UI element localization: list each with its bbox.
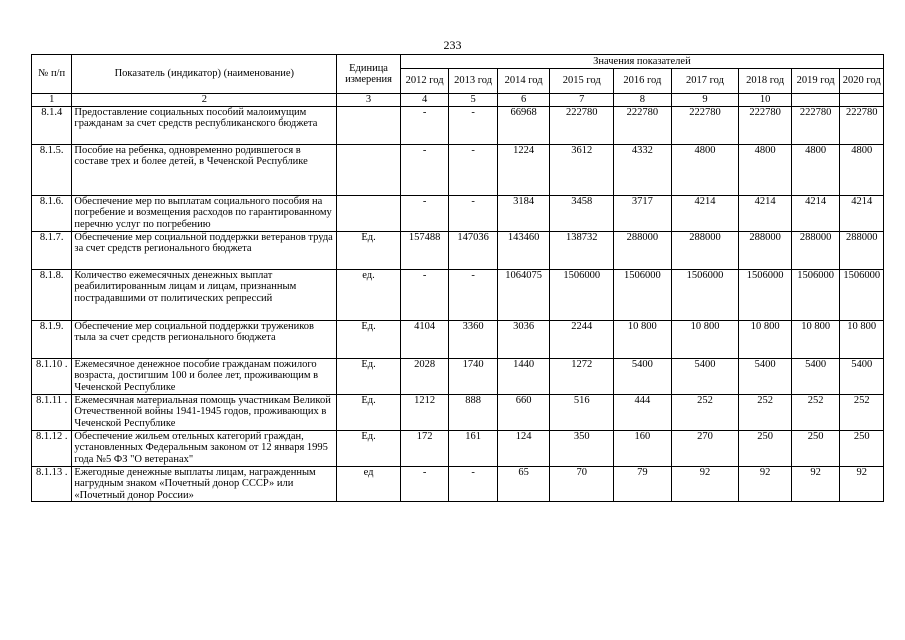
- row-number: 8.1.8.: [32, 269, 72, 320]
- value-cell: 92: [840, 466, 884, 502]
- value-cell: 92: [791, 466, 840, 502]
- indicator-name: Пособие на ребенка, одновременно родившегося в составе трех и более детей, в Чеченской Республике: [72, 144, 337, 195]
- value-cell: -: [400, 195, 449, 231]
- value-cell: 1064075: [497, 269, 550, 320]
- value-cell: 160: [614, 430, 672, 466]
- value-cell: 3458: [550, 195, 614, 231]
- row-number: 8.1.5.: [32, 144, 72, 195]
- value-cell: 222780: [550, 106, 614, 144]
- header-year: 2014 год: [497, 69, 550, 94]
- value-cell: 5400: [739, 358, 792, 394]
- value-cell: 4800: [791, 144, 840, 195]
- value-cell: 2028: [400, 358, 449, 394]
- value-cell: 10 800: [840, 320, 884, 358]
- value-cell: 252: [791, 394, 840, 430]
- table-row: [32, 320, 884, 358]
- column-number: [791, 94, 840, 107]
- header-num: № п/п: [32, 55, 72, 94]
- table-row: [32, 269, 884, 320]
- value-cell: 10 800: [614, 320, 672, 358]
- header-year: 2020 год: [840, 69, 884, 94]
- indicator-name: Количество ежемесячных денежных выплат реабилитированным лицам и лицам, признанным пострадавшими от политических репрессий: [72, 269, 337, 320]
- value-cell: 252: [671, 394, 739, 430]
- column-number: 1: [32, 94, 72, 107]
- value-cell: 138732: [550, 231, 614, 269]
- value-cell: 1506000: [840, 269, 884, 320]
- value-cell: 1212: [400, 394, 449, 430]
- table-body: [32, 106, 884, 502]
- value-cell: 4800: [739, 144, 792, 195]
- indicator-name: Обеспечение жильем отельных категорий граждан, установленных Федеральным законом от 12 января 1995 года №5 ФЗ "О ветеранах": [72, 430, 337, 466]
- table-row: [32, 195, 884, 231]
- value-cell: 288000: [739, 231, 792, 269]
- column-number: 6: [497, 94, 550, 107]
- value-cell: 250: [791, 430, 840, 466]
- value-cell: 888: [449, 394, 498, 430]
- value-cell: 3184: [497, 195, 550, 231]
- row-number: 8.1.9.: [32, 320, 72, 358]
- value-cell: 250: [739, 430, 792, 466]
- value-cell: 157488: [400, 231, 449, 269]
- value-cell: 70: [550, 466, 614, 502]
- value-cell: 4800: [671, 144, 739, 195]
- value-cell: 5400: [791, 358, 840, 394]
- unit-cell: Ед.: [337, 320, 401, 358]
- value-cell: 1272: [550, 358, 614, 394]
- value-cell: 2244: [550, 320, 614, 358]
- column-number: 2: [72, 94, 337, 107]
- value-cell: 4332: [614, 144, 672, 195]
- value-cell: 1506000: [550, 269, 614, 320]
- value-cell: 4104: [400, 320, 449, 358]
- value-cell: -: [449, 269, 498, 320]
- value-cell: 124: [497, 430, 550, 466]
- column-number: 9: [671, 94, 739, 107]
- indicator-name: Обеспечение мер социальной поддержки ветеранов труда за счет средств регионального бюджета: [72, 231, 337, 269]
- value-cell: 222780: [840, 106, 884, 144]
- unit-cell: Ед.: [337, 430, 401, 466]
- column-number: 3: [337, 94, 401, 107]
- column-number: 8: [614, 94, 672, 107]
- value-cell: 66968: [497, 106, 550, 144]
- value-cell: -: [449, 106, 498, 144]
- value-cell: 1506000: [739, 269, 792, 320]
- table-row: [32, 144, 884, 195]
- row-number: 8.1.11 .: [32, 394, 72, 430]
- indicator-name: Ежемесячное денежное пособие гражданам пожилого возраста, достигшим 100 и более лет, проживающим в Чеченской Республике: [72, 358, 337, 394]
- value-cell: 161: [449, 430, 498, 466]
- row-number: 8.1.7.: [32, 231, 72, 269]
- value-cell: 3360: [449, 320, 498, 358]
- header-values-group: Значения показателей: [400, 55, 883, 69]
- column-number: 7: [550, 94, 614, 107]
- value-cell: 252: [739, 394, 792, 430]
- unit-cell: ед: [337, 466, 401, 502]
- unit-cell: Ед.: [337, 394, 401, 430]
- value-cell: 172: [400, 430, 449, 466]
- value-cell: 10 800: [671, 320, 739, 358]
- value-cell: 79: [614, 466, 672, 502]
- row-number: 8.1.4: [32, 106, 72, 144]
- row-number: 8.1.12 .: [32, 430, 72, 466]
- header-year: 2012 год: [400, 69, 449, 94]
- value-cell: 288000: [791, 231, 840, 269]
- value-cell: 10 800: [739, 320, 792, 358]
- value-cell: 3717: [614, 195, 672, 231]
- row-number: 8.1.10 .: [32, 358, 72, 394]
- value-cell: 4214: [671, 195, 739, 231]
- value-cell: 4214: [840, 195, 884, 231]
- table-row: [32, 394, 884, 430]
- indicator-name: Ежемесячная материальная помощь участникам Великой Отечественной войны 1941-1945 годов, проживающих в Чеченской Республике: [72, 394, 337, 430]
- value-cell: 222780: [739, 106, 792, 144]
- value-cell: -: [400, 106, 449, 144]
- value-cell: 222780: [614, 106, 672, 144]
- value-cell: -: [400, 269, 449, 320]
- value-cell: 5400: [840, 358, 884, 394]
- value-cell: 1506000: [791, 269, 840, 320]
- value-cell: 288000: [840, 231, 884, 269]
- value-cell: 1506000: [671, 269, 739, 320]
- row-number: 8.1.13 .: [32, 466, 72, 502]
- value-cell: -: [449, 144, 498, 195]
- header-year: 2019 год: [791, 69, 840, 94]
- header-year: 2016 год: [614, 69, 672, 94]
- table-row: [32, 231, 884, 269]
- unit-cell: Ед.: [337, 231, 401, 269]
- value-cell: -: [449, 195, 498, 231]
- column-number: 10: [739, 94, 792, 107]
- value-cell: 288000: [614, 231, 672, 269]
- header-year: 2018 год: [739, 69, 792, 94]
- value-cell: 222780: [671, 106, 739, 144]
- value-cell: -: [400, 144, 449, 195]
- header-indicator: Показатель (индикатор) (наименование): [72, 55, 337, 94]
- header-unit: Единица измерения: [337, 55, 401, 94]
- value-cell: 250: [840, 430, 884, 466]
- value-cell: 1740: [449, 358, 498, 394]
- value-cell: 222780: [791, 106, 840, 144]
- value-cell: 4214: [791, 195, 840, 231]
- indicators-table: [31, 54, 884, 502]
- column-number: 4: [400, 94, 449, 107]
- unit-cell: ед.: [337, 269, 401, 320]
- value-cell: 1224: [497, 144, 550, 195]
- value-cell: 5400: [614, 358, 672, 394]
- value-cell: 516: [550, 394, 614, 430]
- value-cell: 660: [497, 394, 550, 430]
- value-cell: 5400: [671, 358, 739, 394]
- table-row: [32, 430, 884, 466]
- value-cell: 1506000: [614, 269, 672, 320]
- value-cell: 350: [550, 430, 614, 466]
- value-cell: 3036: [497, 320, 550, 358]
- header-year: 2015 год: [550, 69, 614, 94]
- value-cell: 270: [671, 430, 739, 466]
- unit-cell: [337, 144, 401, 195]
- column-number: [840, 94, 884, 107]
- column-number: 5: [449, 94, 498, 107]
- unit-cell: [337, 195, 401, 231]
- table-row: [32, 466, 884, 502]
- header-year: 2017 год: [671, 69, 739, 94]
- unit-cell: Ед.: [337, 358, 401, 394]
- header-year: 2013 год: [449, 69, 498, 94]
- value-cell: 10 800: [791, 320, 840, 358]
- value-cell: 92: [671, 466, 739, 502]
- value-cell: 3612: [550, 144, 614, 195]
- row-number: 8.1.6.: [32, 195, 72, 231]
- value-cell: 4800: [840, 144, 884, 195]
- table-row: [32, 106, 884, 144]
- value-cell: 143460: [497, 231, 550, 269]
- value-cell: -: [400, 466, 449, 502]
- value-cell: -: [449, 466, 498, 502]
- value-cell: 252: [840, 394, 884, 430]
- value-cell: 1440: [497, 358, 550, 394]
- indicator-name: Ежегодные денежные выплаты лицам, награжденным нагрудным знаком «Почетный донор СССР» или «Почетный донор России»: [72, 466, 337, 502]
- value-cell: 288000: [671, 231, 739, 269]
- value-cell: 92: [739, 466, 792, 502]
- indicator-name: Обеспечение мер по выплатам социального пособия на погребение и возмещения расходов по гарантированному перечню услуг по погребению: [72, 195, 337, 231]
- value-cell: 65: [497, 466, 550, 502]
- table-row: [32, 358, 884, 394]
- unit-cell: [337, 106, 401, 144]
- indicator-name: Предоставление социальных пособий малоимущим гражданам за счет средств республиканского бюджета: [72, 106, 337, 144]
- value-cell: 444: [614, 394, 672, 430]
- page-number: 233: [443, 38, 462, 52]
- value-cell: 4214: [739, 195, 792, 231]
- indicator-name: Обеспечение мер социальной поддержки тружеников тыла за счет средств регионального бюджета: [72, 320, 337, 358]
- value-cell: 147036: [449, 231, 498, 269]
